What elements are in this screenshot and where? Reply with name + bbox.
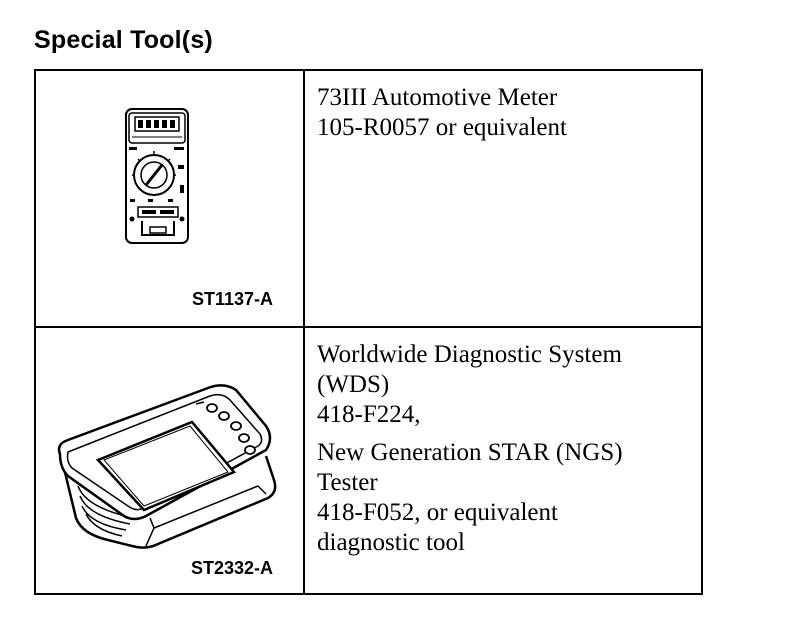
tool-image-cell — [35, 327, 304, 594]
tool-description-cell — [304, 70, 702, 327]
description-line: (WDS) — [317, 371, 390, 398]
description-line: 418-F224, — [317, 401, 421, 428]
page-title: Special Tool(s) — [34, 26, 213, 54]
tool-row-tester — [35, 327, 702, 594]
description-line: New Generation STAR (NGS) — [317, 439, 623, 466]
tool-description — [317, 438, 701, 558]
diagnostic-tablet-icon — [46, 368, 282, 558]
multimeter-icon — [124, 107, 194, 247]
tool-description — [317, 83, 701, 143]
description-line: 73III Automotive Meter — [317, 84, 558, 111]
special-tools-table — [34, 69, 703, 595]
description-line: 105-R0057 or equivalent — [317, 114, 567, 141]
tool-code: ST2332-A — [190, 558, 273, 578]
tool-image-cell — [35, 70, 304, 327]
tool-row-meter — [35, 70, 702, 327]
tool-description-cell — [304, 327, 702, 594]
description-line: Tester — [317, 469, 378, 496]
description-line: diagnostic tool — [317, 529, 465, 556]
description-line: 418-F052, or equivalent — [317, 499, 558, 526]
description-line: Worldwide Diagnostic System — [317, 341, 622, 368]
tool-description — [317, 340, 701, 430]
tool-code: ST1137-A — [191, 289, 273, 309]
